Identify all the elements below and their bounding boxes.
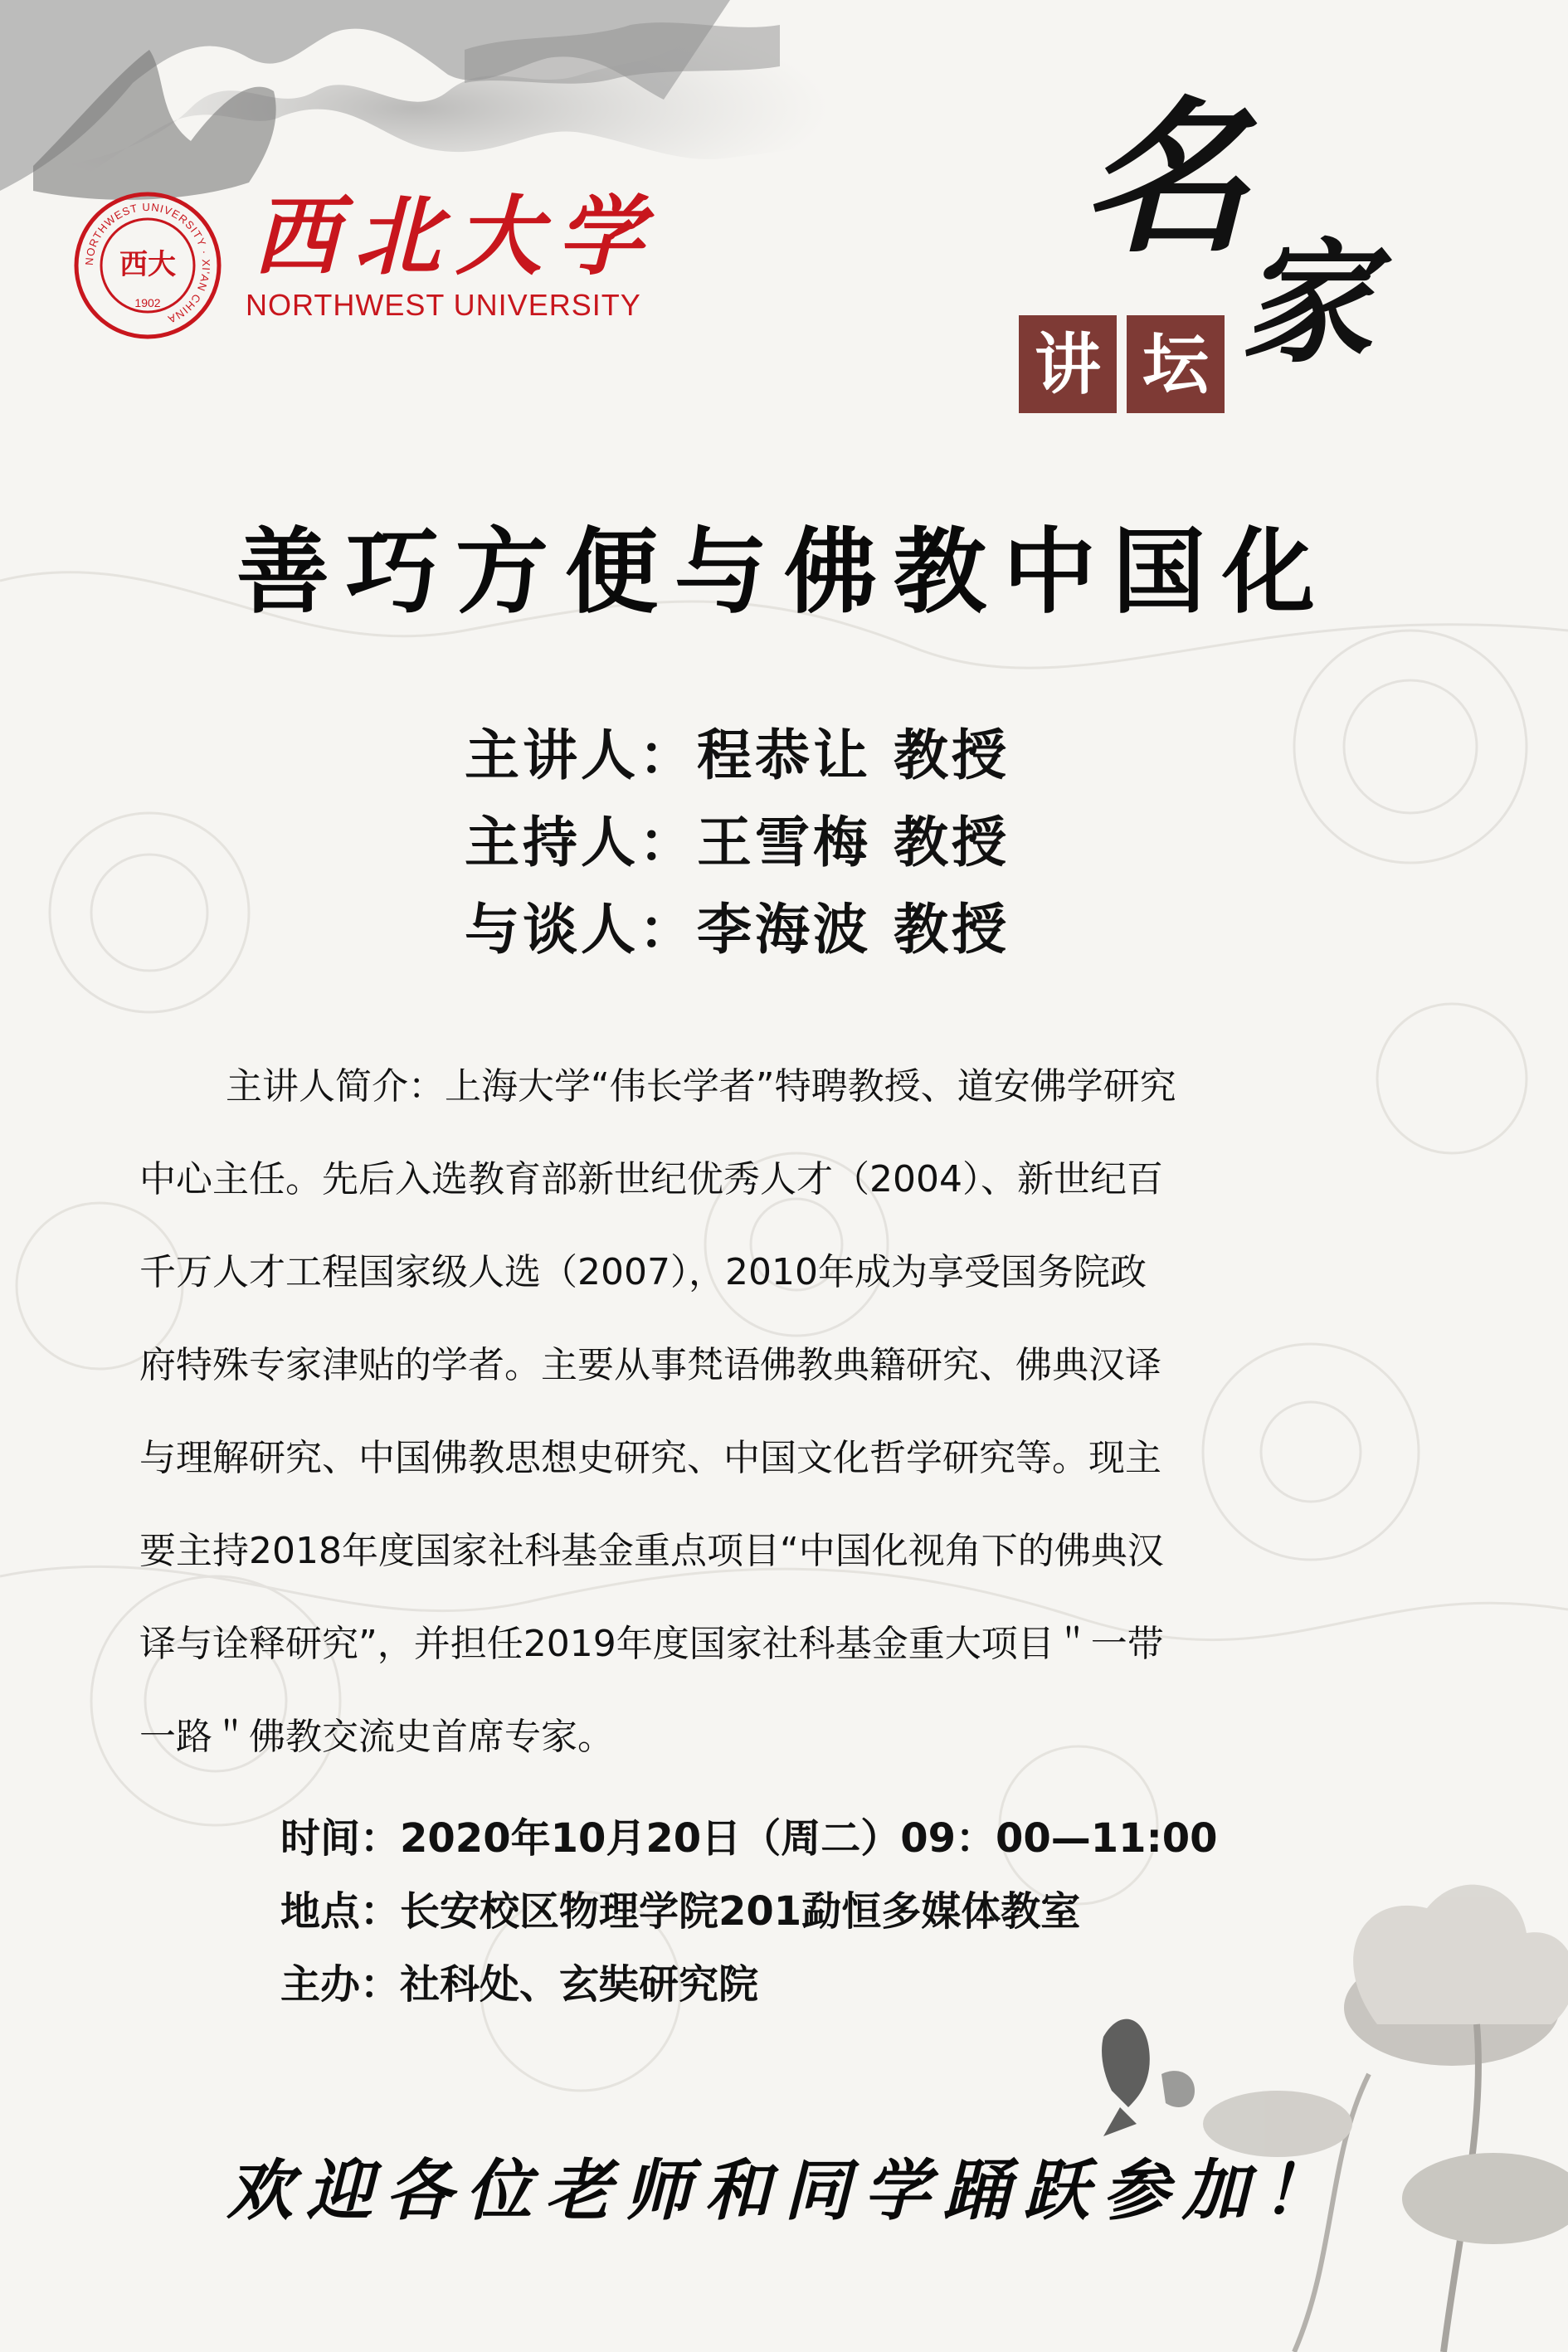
- intro-line: 译与诠释研究”，并担任2019年度国家社科基金重大项目＂一带: [139, 1623, 1164, 1665]
- university-name-english: NORTHWEST UNIVERSITY: [246, 288, 641, 322]
- role-label: 与谈人：: [465, 897, 697, 962]
- intro-line: 中心主任。先后入选教育部新世纪优秀人才（2004）、新世纪百: [139, 1158, 1163, 1200]
- svg-text:NORTHWEST UNIVERSITY · XI'AN C: NORTHWEST UNIVERSITY · XI'AN CHINA: [82, 200, 213, 327]
- welcome-message: 欢迎各位老师和同学踊跃参加！: [226, 2151, 1342, 2229]
- intro-line: 与理解研究、中国佛教思想史研究、中国文化哲学研究等。现主: [139, 1437, 1161, 1479]
- speaker-introduction: [139, 1040, 1434, 1784]
- role-name: 李海波: [697, 897, 871, 962]
- role-row-discussant: [465, 886, 1211, 973]
- fish-illustration: [1102, 2019, 1195, 2136]
- role-label: 主持人：: [465, 810, 697, 874]
- series-char-jia: 家: [1240, 225, 1374, 381]
- series-box-tan: 坛: [1127, 315, 1225, 413]
- mountains-illustration: [0, 0, 830, 216]
- intro-line: 要主持2018年度国家社科基金重点项目“中国化视角下的佛典汉: [139, 1530, 1164, 1572]
- event-info: [280, 1802, 1442, 2021]
- role-title: 教授: [893, 723, 1010, 787]
- intro-line: 一路＂佛教交流史首席专家。: [139, 1716, 614, 1758]
- university-seal-logo: [73, 191, 222, 340]
- role-name: 王雪梅: [697, 810, 871, 874]
- event-place: 地点：长安校区物理学院201勐恒多媒体教室: [280, 1888, 1081, 1935]
- role-title: 教授: [893, 897, 1010, 962]
- speaker-roles: [465, 712, 1211, 973]
- lecture-title: 善巧方便与佛教中国化: [236, 518, 1332, 626]
- series-char-ming: 名: [1083, 80, 1249, 275]
- role-row-host: [465, 799, 1211, 886]
- role-name: 程恭让: [697, 723, 871, 787]
- svg-text:西大: 西大: [119, 248, 176, 281]
- intro-line: 千万人才工程国家级人选（2007），2010年成为享受国务院政: [139, 1251, 1147, 1293]
- intro-line: 府特殊专家津贴的学者。主要从事梵语佛教典籍研究、佛典汉译: [139, 1344, 1161, 1386]
- role-row-speaker: [465, 712, 1211, 799]
- svg-text:1902: 1902: [134, 296, 161, 309]
- role-label: 主讲人：: [465, 723, 697, 787]
- event-organizer: 主办：社科处、玄奘研究院: [280, 1961, 759, 2008]
- event-time: 时间：2020年10月20日（周二）09：00—11:00: [280, 1815, 1218, 1862]
- series-box-jiang: 讲: [1019, 315, 1117, 413]
- university-name-chinese: 西北大学: [253, 185, 659, 287]
- intro-line: 主讲人简介：上海大学“伟长学者”特聘教授、道安佛学研究: [226, 1065, 1176, 1108]
- role-title: 教授: [893, 810, 1010, 874]
